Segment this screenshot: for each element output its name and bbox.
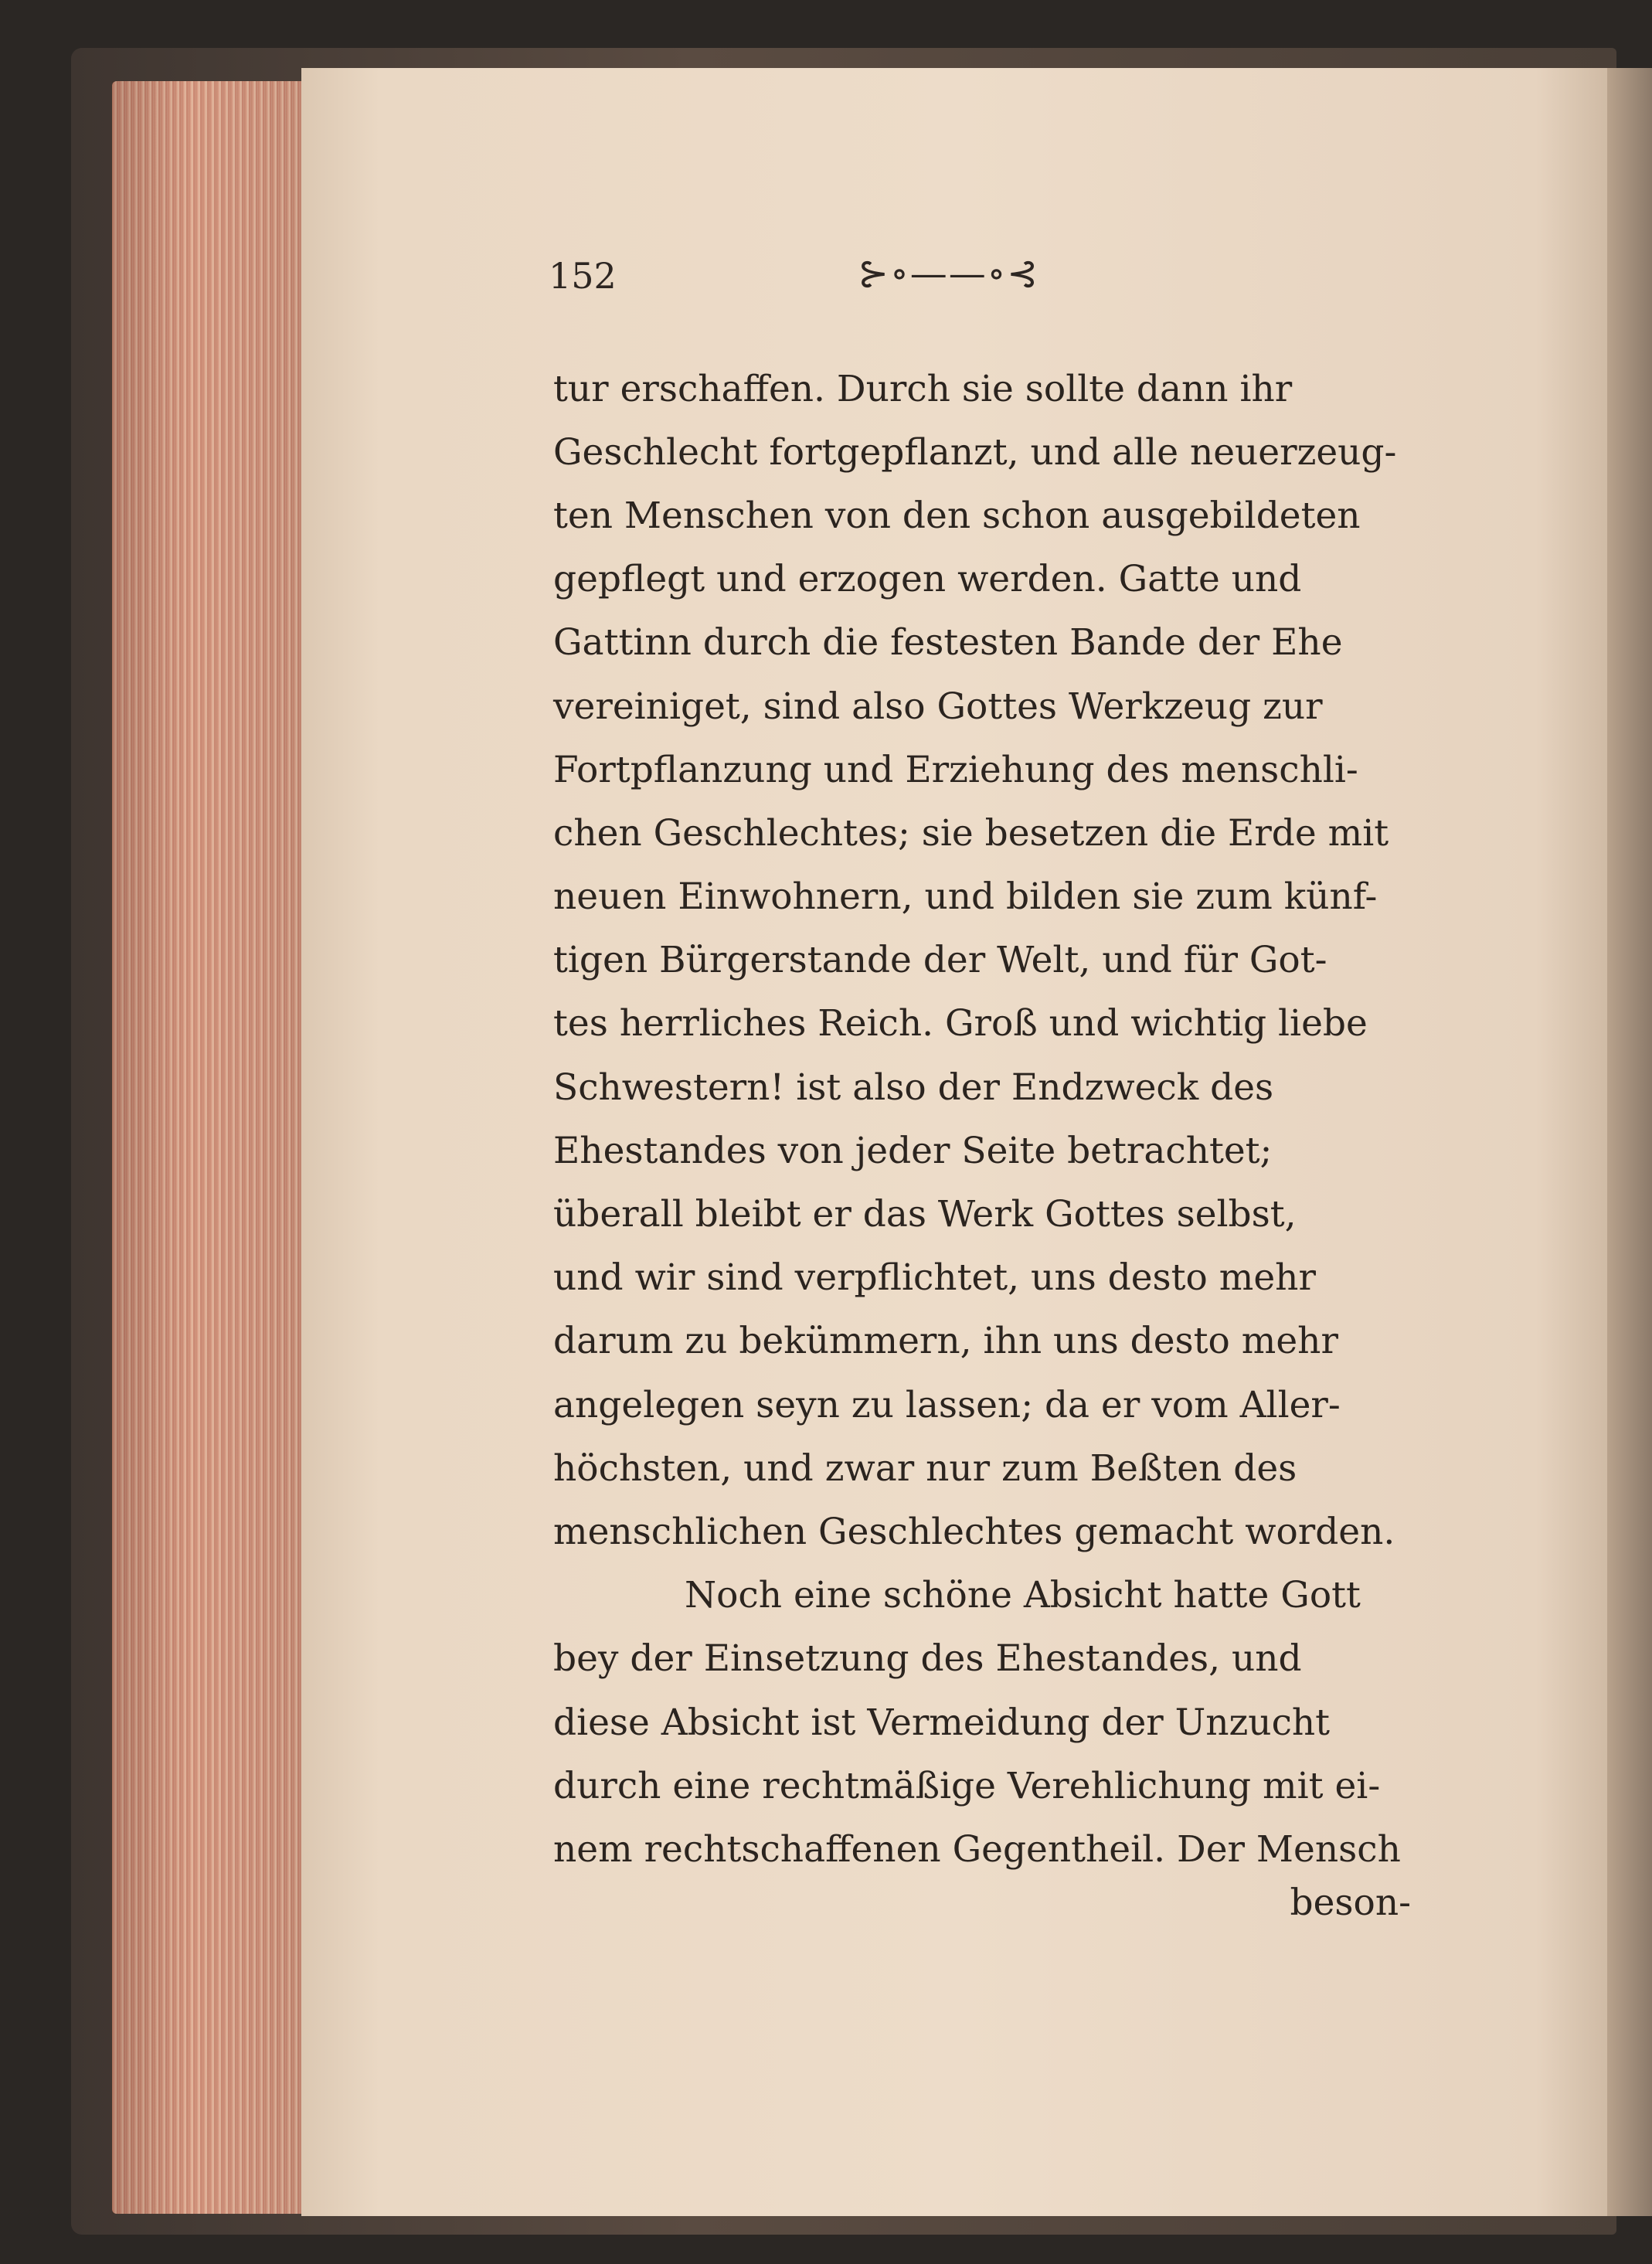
text-line: gepflegt und erzogen werden. Gatte und (553, 558, 1302, 601)
text-line: nem rechtschaffenen Gegentheil. Der Mensch (553, 1827, 1401, 1871)
text-line: darum zu bekümmern, ihn uns desto mehr (553, 1320, 1338, 1363)
text-line: Schwestern! ist also der Endzweck des (553, 1066, 1274, 1109)
text-line: diese Absicht ist Vermeidung der Unzucht (553, 1701, 1331, 1744)
text-line: durch eine rechtmäßige Verehlichung mit ei- (553, 1764, 1381, 1807)
page-number: 152 (549, 255, 617, 297)
facing-page-edge (1607, 68, 1652, 2216)
text-line: ten Menschen von den schon ausgebildeten (553, 494, 1361, 537)
text-line: tes herrliches Reich. Groß und wichtig liebe (553, 1002, 1368, 1045)
text-line: Geschlecht fortgepflanzt, und alle neuerzeug- (553, 430, 1397, 474)
text-line: menschlichen Geschlechtes gemacht worden. (553, 1510, 1395, 1553)
text-line: tur erschaffen. Durch sie sollte dann ihr (553, 367, 1293, 410)
page-header (549, 247, 1429, 309)
text-line: neuen Einwohnern, und bilden sie zum künf- (553, 875, 1378, 919)
body-text (553, 357, 1433, 1945)
text-line: Gattinn durch die festesten Bande der Ehe (553, 621, 1343, 665)
text-line: bey der Einsetzung des Ehestandes, und (553, 1637, 1302, 1681)
text-line: überall bleibt er das Werk Gottes selbst, (553, 1193, 1297, 1236)
text-line: Ehestandes von jeder Seite betrachtet; (553, 1129, 1273, 1172)
text-line: Fortpflanzung und Erziehung des menschli- (553, 748, 1358, 791)
text-line: tigen Bürgerstande der Welt, und für Got- (553, 939, 1327, 982)
page-edges (112, 81, 313, 2214)
text-line: vereiniget, sind also Gottes Werkzeug zur (553, 685, 1323, 728)
text-line: höchsten, und zwar nur zum Beßten des (553, 1446, 1297, 1490)
header-ornament-icon: ⊱∘——∘⊰ (858, 252, 1040, 295)
catchword: beson- (1290, 1881, 1411, 1924)
text-line: chen Geschlechtes; sie besetzen die Erde mit (553, 811, 1389, 855)
text-line: und wir sind verpflichtet, uns desto mehr (553, 1256, 1316, 1300)
text-line: angelegen seyn zu lassen; da er vom Aller- (553, 1383, 1341, 1426)
text-line: Noch eine schöne Absicht hatte Gott (685, 1574, 1361, 1617)
